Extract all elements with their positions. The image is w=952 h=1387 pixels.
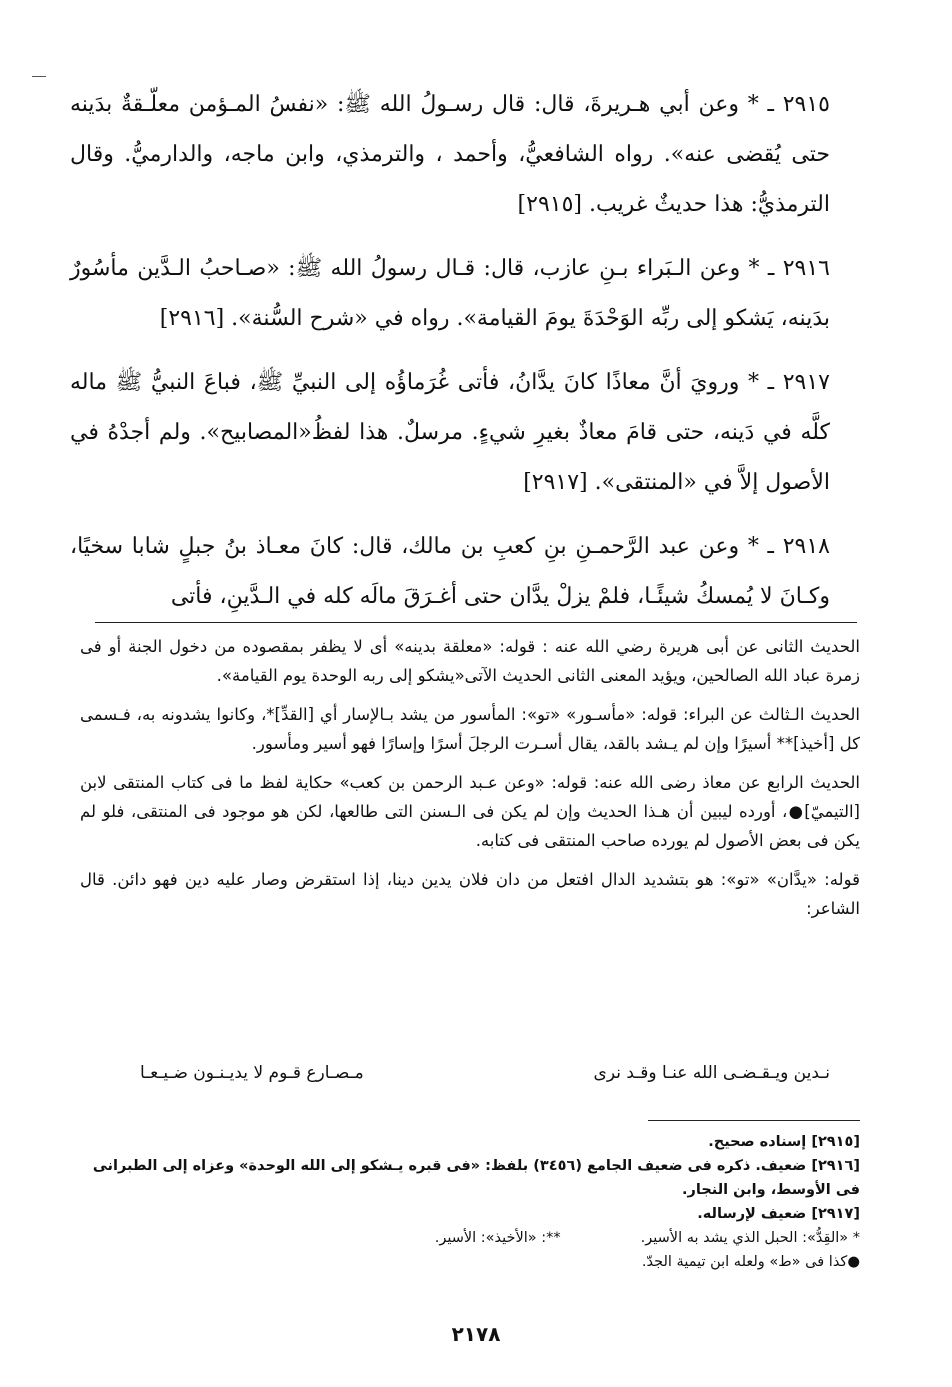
commentary-paragraph: الحديث الرابع عن معاذ رضى الله عنه: قوله: «وعن عـبد الرحمن بن كعب» حكاية لفظ ما فى كتاب المنتقى لابن [التيميّ]●، أورده ليبين أن هـذا الحديث وإن لم يكن فى الـسنن التى طالعها، لكن هو موجود فى المنتقى، فلو لم يكن فى بعض الأصول لم يورده صاحب المنتقى فى كتابه. bbox=[80, 773, 860, 850]
footnote-2916: [٢٩١٦] ضعيف. ذكره فى ضعيف الجامع (٣٤٥٦) بلفظ: «فى قبره يـشكو إلى الله الوحدة» وعزاه إلى الطبرانى فى الأوسط، وابن النجار. bbox=[92, 1158, 860, 1198]
page-number: ٢١٧٨ bbox=[451, 1322, 501, 1346]
hadith-2916: ٢٩١٦ ـ * وعن الـبَراء بـنِ عازب، قال: قـال رسولُ الله ﷺ: «صـاحبُ الـدَّين مأسُورٌ بدَينه، يَشكو إلى ربِّه الوَحْدَةَ يومَ القيامة». رواه في «شرح السُّنة». [٢٩١٦] bbox=[70, 256, 830, 331]
footnote-star-1: * «القِدُّ»: الحبل الذي يشد به الأسير. bbox=[640, 1230, 860, 1246]
commentary-paragraph: الحديث الثانى عن أبى هريرة رضي الله عنه : قوله: «معلقة بدينه» أى لا يظفر بمقصوده من دخول الجنة أو فى زمرة عباد الله الصالحين، ويؤيد المعنى الثانى الحديث الآتى«يشكو إلى ربه الوحدة يوم القيامة». bbox=[80, 637, 860, 685]
commentary-paragraph: قوله: «يدَّان» «تو»: هو بتشديد الدال افتعل من دان فلان يدين دينا، إذا استقرض وصار عليه دين فهو دائن. قال الشاعر: bbox=[80, 870, 860, 918]
main-hadith-text bbox=[70, 80, 830, 636]
hadith-2917: ٢٩١٧ ـ * ورويَ أنَّ معاذًا كانَ يدَّانُ، فأتى غُرَماؤُه إلى النبيِّ ﷺ، فباعَ النبيُّ ﷺ ماله كلَّه في دَينه، حتى قامَ معاذٌ بغيرِ شيءٍ. مرسلٌ. هذا لفظُ«المصابيح». ولم أجدْهُ في الأصول إلاَّ في «المنتقى». [٢٩١٧] bbox=[70, 370, 830, 495]
hadith-2915: ٢٩١٥ ـ * وعن أبي هـريرةَ، قال: قال رسـولُ الله ﷺ: «نفسُ المـؤمن معلّـقةٌ بدَينه حتى يُقضى عنه». رواه الشافعيُّ، وأحمد ، والترمذي، وابن ماجه، والدارميُّ. وقال الترمذيُّ: هذا حديثٌ غريب. [٢٩١٥] bbox=[70, 92, 830, 217]
commentary-divider bbox=[95, 622, 857, 623]
footnote-divider bbox=[648, 1120, 860, 1121]
commentary-paragraph: الحديث الـثالث عن البراء: قوله: «مأسـور» «تو»: المأسور من يشد بـالإسار أي [القدِّ]*، وكانوا يشدونه به، فـسمى كل [أخيذ]** أسيرًا وإن لم يـشد بالقد، يقال أسـرت الرجلَ أسرًا وإسارًا فهو أسير ومأسور. bbox=[80, 705, 860, 753]
commentary-section bbox=[80, 632, 860, 933]
footnote-star-2: **: «الأخيذ»: الأسير. bbox=[434, 1230, 561, 1246]
footnote-dot: ●كذا فى «ط» ولعله ابن تيمية الجدّ. bbox=[641, 1254, 860, 1270]
verse-second-hemistich: مـصـارع قـوم لا يديـنـون ضـيـعـا bbox=[140, 1063, 364, 1083]
hadith-2918: ٢٩١٨ ـ * وعن عبد الرَّحمـنِ بنِ كعبِ بن مالك، قال: كانَ معـاذ بنُ جبلٍ شابا سخيًا، وكـانَ لا يُمسكُ شيئًـا، فلمْ يزلْ يدَّان حتى أغـرَقَ مالَه كله في الـدَّينِ، فأتى bbox=[70, 534, 830, 609]
footnote-2915: [٢٩١٥] إسناده صحيح. bbox=[708, 1134, 860, 1150]
footnote-2917: [٢٩١٧] ضعيف لإرساله. bbox=[697, 1206, 860, 1222]
footnotes bbox=[90, 1130, 860, 1274]
footnote-star-row bbox=[90, 1226, 860, 1250]
margin-mark bbox=[32, 76, 46, 77]
verse-first-hemistich: نـدين ويـقـضـى الله عنـا وقـد نرى bbox=[593, 1063, 830, 1083]
poetry-verse bbox=[140, 1063, 830, 1083]
